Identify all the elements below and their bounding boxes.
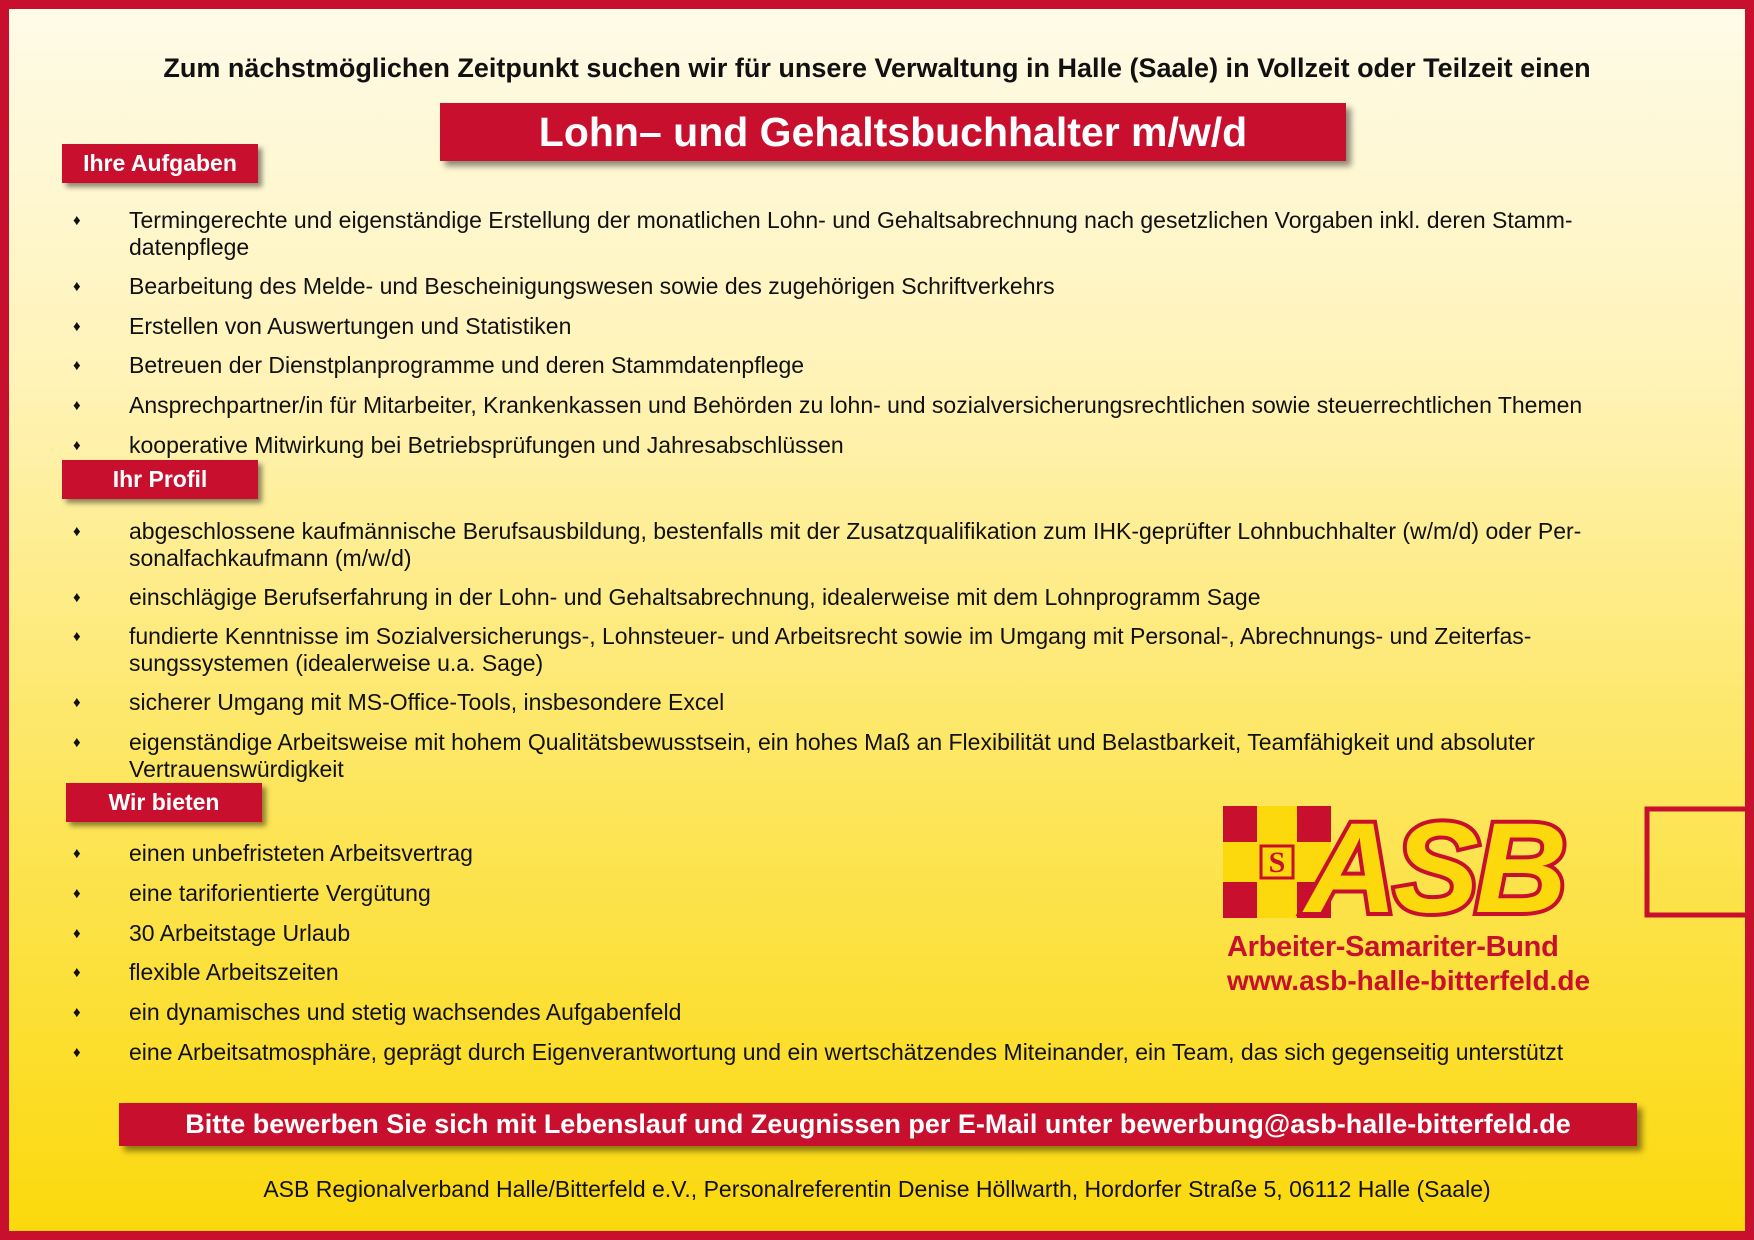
list-item: abgeschlossene kaufmännische Berufsausbildung, bestenfalls mit der Zusatzqualifikation zum IHK-geprüfter Lohnbuchhalter (w/m/d) oder Per- sonalfachkaufmann (m/w/d) [129, 518, 1582, 571]
list-item: eigenständige Arbeitsweise mit hohem Qualitätsbewusstsein, ein hohes Maß an Flexibilität und Belastbarkeit, Teamfähigkeit und absoluter Vertrauenswürdigkeit [129, 729, 1535, 782]
bullet-icon: ♦ [73, 212, 81, 229]
bullet-icon: ♦ [73, 278, 81, 295]
footer-contact: ASB Regionalverband Halle/Bitterfeld e.V., Personalreferentin Denise Höllwarth, Hordorfer Straße 5, 06112 Halle (Saale) [263, 1176, 1491, 1202]
bullet-icon: ♦ [73, 845, 81, 862]
list-item: kooperative Mitwirkung bei Betriebsprüfungen und Jahresabschlüssen [129, 432, 844, 458]
bullet-icon: ♦ [73, 397, 81, 414]
list-item: sicherer Umgang mit MS-Office-Tools, insbesondere Excel [129, 689, 725, 715]
list-item: einschlägige Berufserfahrung in der Lohn- und Gehaltsabrechnung, idealerweise mit dem Lohnprogramm Sage [129, 584, 1261, 610]
bullet-icon: ♦ [73, 694, 81, 711]
list-item: Betreuen der Dienstplanprogramme und deren Stammdatenpflege [129, 352, 805, 378]
section-label-profil: Ihr Profil [62, 460, 258, 499]
intro-text: Zum nächstmöglichen Zeitpunkt suchen wir für unsere Verwaltung in Halle (Saale) in Vollzeit oder Teilzeit einen [163, 53, 1591, 83]
section-label-bieten: Wir bieten [66, 783, 262, 822]
bullet-icon: ♦ [73, 628, 81, 645]
list-item: Bearbeitung des Melde- und Bescheinigungswesen sowie des zugehörigen Schriftverkehrs [129, 273, 1055, 299]
bullet-icon: ♦ [73, 589, 81, 606]
list-item: Ansprechpartner/in für Mitarbeiter, Krankenkassen und Behörden zu lohn- und sozialversicherungsrechtlichen sowie steuerrechtlichen Themen [129, 392, 1583, 418]
list-item: Erstellen von Auswertungen und Statistiken [129, 313, 572, 339]
list-item: ein dynamisches und stetig wachsendes Aufgabenfeld [129, 999, 682, 1025]
bullet-icon: ♦ [73, 1044, 81, 1061]
job-title-banner: Lohn– und Gehaltsbuchhalter m/w/d [440, 103, 1346, 161]
bullet-icon: ♦ [73, 734, 81, 751]
list-item: 30 Arbeitstage Urlaub [129, 920, 351, 946]
bullet-icon: ♦ [73, 964, 81, 981]
logo-cross-letter: S [1268, 846, 1286, 879]
list-item: flexible Arbeitszeiten [129, 959, 339, 985]
application-call-to-action: Bitte bewerben Sie sich mit Lebenslauf und Zeugnissen per E-Mail unter bewerbung@asb-halle-bitterfeld.de [119, 1103, 1637, 1146]
list-item: eine tariforientierte Vergütung [129, 880, 431, 906]
list-item: fundierte Kenntnisse im Sozialversicherungs-, Lohnsteuer- und Arbeitsrecht sowie im Umgang mit Personal-, Abrechnungs- und Zeiterfas- sungssystemen (idealerweise u.a. Sage) [129, 623, 1532, 676]
bullet-icon: ♦ [73, 437, 81, 454]
list-item: eine Arbeitsatmosphäre, geprägt durch Eigenverantwortung und ein wertschätzendes Miteinander, ein Team, das sich gegenseitig unterstützt [129, 1039, 1564, 1065]
bullet-icon: ♦ [73, 1004, 81, 1021]
list-item: Termingerechte und eigenständige Erstellung der monatlichen Lohn- und Gehaltsabrechnung nach gesetzlichen Vorgaben inkl. deren Stamm- datenpflege [129, 207, 1573, 260]
logo-right-block [1647, 809, 1754, 915]
section-label-aufgaben: Ihre Aufgaben [62, 144, 258, 183]
bullet-icon: ♦ [73, 357, 81, 374]
bullet-icon: ♦ [73, 925, 81, 942]
list-item: einen unbefristeten Arbeitsvertrag [129, 840, 473, 866]
bullet-icon: ♦ [73, 885, 81, 902]
logo-letters: ASB [1305, 806, 1564, 940]
bullet-icon: ♦ [73, 318, 81, 335]
logo-website-url[interactable]: www.asb-halle-bitterfeld.de [1227, 965, 1591, 996]
logo-organization-name: Arbeiter-Samariter-Bund [1227, 931, 1559, 963]
bullet-icon: ♦ [73, 523, 81, 540]
